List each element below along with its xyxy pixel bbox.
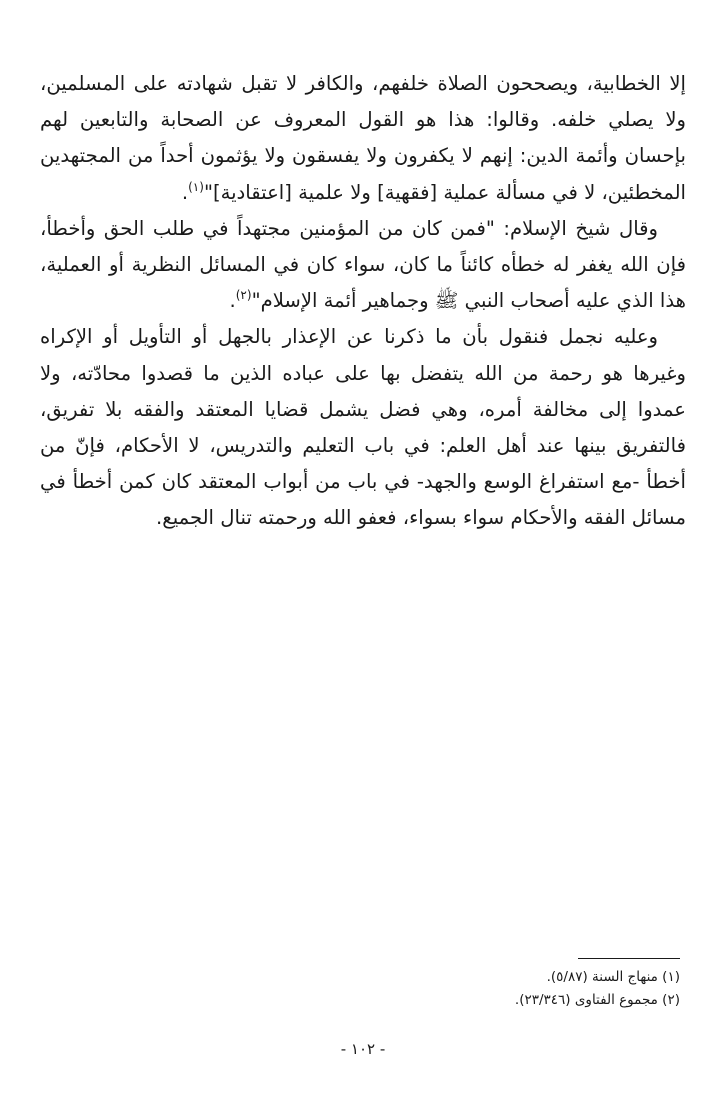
paragraph-1-text: إلا الخطابية، ويصححون الصلاة خلفهم، والكافر لا تقبل شهادته على المسلمين، ولا يصلي خلفه. وقالوا: هذا هو القول المعروف عن الصحابة والتابعين لهم بإحسان وأئمة الدين: إنهم لا يكفرون ولا يفسقون ولا يؤثمون أحداً من المجتهدين المخطئين، لا في مسألة عملية [فقهية] ولا علمية [اعتقادية]" [40,72,686,204]
main-text [40,66,686,537]
footnote-2: (٢) مجموع الفتاوى (٢٣/٣٤٦). [514,992,680,1008]
paragraph-1-end: . [181,180,189,204]
paragraph-3-text: وعليه نجمل فنقول بأن ما ذكرنا عن الإعذار بالجهل أو التأويل أو الإكراه وغيرها هو رحمة من الله يتفضل بها على عباده الذين ما قصدوا محادّته، ولا عمدوا إلى مخالفة أمره، وهي فضل يشمل قضايا المعتقد والفقه بلا تفريق، فالتفريق بينها عند أهل العلم: في باب التعليم والتدريس، لا الأحكام، فإنّ من أخطأ -مع استفراغ الوسع والجهد- في باب من أبواب المعتقد كان كمن أخطأ في مسائل الفقه والأحكام سواء بسواء، فعفو الله ورحمته تنال الجميع. [40,325,686,530]
paragraph-3 [40,319,686,536]
page-number: - ١٠٢ - [340,1040,386,1058]
paragraph-1 [40,66,686,211]
paragraph-2-text: وقال شيخ الإسلام: "فمن كان من المؤمنين مجتهداً في طلب الحق وأخطأ، فإن الله يغفر له خطأه كائناً ما كان، سواء كان في المسائل النظرية أو العملية، هذا الذي عليه أصحاب النبي ﷺ وجماهير أئمة الإسلام" [40,216,686,313]
paragraph-2 [40,211,686,320]
footnote-separator [578,958,680,959]
footnote-ref-2: (٢) [235,288,252,303]
footnote-ref-1: (١) [188,179,204,194]
paragraph-2-end: . [229,289,236,313]
footnotes [180,966,680,1012]
footnote-1: (١) منهاج السنة (٥/٨٧). [546,969,680,985]
